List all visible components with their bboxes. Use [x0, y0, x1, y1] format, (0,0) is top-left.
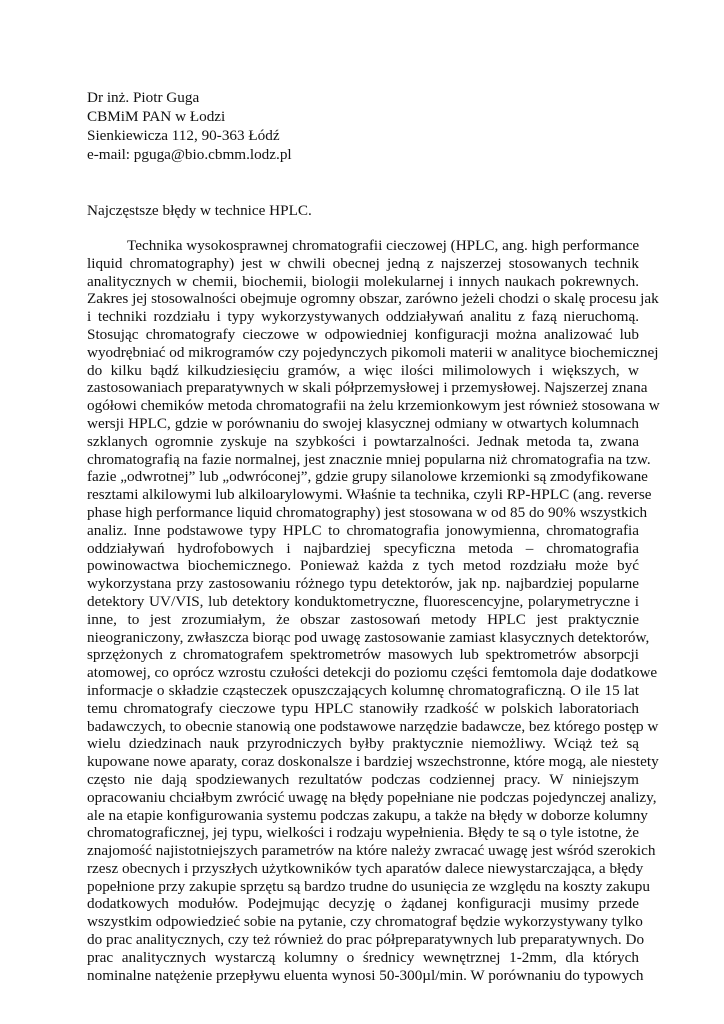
body-line: powinowactwa biochemicznego. Ponieważ każda z tych metod rozdziału może być — [87, 557, 639, 575]
body-line: nominalne natężenie przepływu eluenta wynosi 50-300µl/min. W porównaniu do typowych — [87, 966, 644, 984]
author-email: e-mail: pguga@bio.cbmm.lodz.pl — [87, 146, 292, 163]
body-line: do kilku bądź kilkudziesięciu gramów, a więc ilości milimolowych i większych, w — [87, 361, 639, 379]
body-paragraph — [87, 237, 660, 984]
author-name: Dr inż. Piotr Guga — [87, 89, 200, 106]
body-line: zastosowaniach preparatywnych w skali półprzemysłowej i przemysłowej. Najszerzej znana — [87, 379, 648, 397]
body-line: kupowane nowe aparaty, coraz doskonalsze i bardziej wszechstronne, które mogą, ale niestety — [87, 753, 659, 771]
body-line: sprzężonych z chromatografem spektrometrów masowych lub spektrometrów absorpcji — [87, 646, 639, 664]
author-header — [87, 88, 639, 164]
body-line: liquid chromatography) jest w chwili obecnej jedną z najszerzej stosowanych technik — [87, 254, 639, 272]
body-line: chromatografią na fazie normalnej, jest znacznie mniej popularna niż chromatografia na tzw. — [87, 450, 651, 468]
body-line: popełnione przy zakupie sprzętu są bardzo trudne do usunięcia ze względu na koszty zakupu — [87, 877, 650, 895]
body-line: Stosując chromatografy cieczowe w odpowiedniej konfiguracji można analizować lub — [87, 325, 639, 343]
body-line: analiz. Inne podstawowe typy HPLC to chromatografia jonowymienna, chromatografia — [87, 521, 639, 539]
body-line: phase high performance liquid chromatography) jest stosowana w od 85 do 90% wszystkich — [87, 503, 648, 521]
body-line: wersji HPLC, gdzie w porównaniu do swojej klasycznej odmiany w otwartych kolumnach — [87, 414, 639, 432]
body-line: Technika wysokosprawnej chromatografii cieczowej (HPLC, ang. high performance — [127, 237, 640, 254]
body-line: temu chromatografy cieczowe typu HPLC stanowiły rzadkość w polskich laboratoriach — [87, 699, 639, 717]
body-line: badawczych, to obecnie stanowią one podstawowe narzędzie badawcze, bez którego postęp w — [87, 717, 659, 735]
body-line: ogółowi chemików metoda chromatografii na żelu krzemionkowym jest również stosowana w — [87, 397, 660, 415]
body-line: szklanych ogromnie zyskuje na szybkości i powtarzalności. Jednak metoda ta, zwana — [87, 432, 639, 450]
body-line: Zakres jej stosowalności obejmuje ogromny obszar, zarówno jeżeli chodzi o skalę procesu jak — [87, 290, 659, 308]
body-line: wielu dziedzinach nauk przyrodniczych byłby praktycznie niemożliwy. Wciąż też są — [87, 735, 639, 753]
body-line: detektory UV/VIS, lub detektory konduktometryczne, fluorescencyjne, polarymetryczne i — [87, 592, 639, 610]
body-line: oddziaływań hydrofobowych i najbardziej specyficzna metoda – chromatografia — [87, 539, 639, 557]
body-line: znajomość najistotniejszych parametrów na które należy zwracać uwagę jest wśród szerokich — [87, 842, 656, 860]
body-line: inne, to jest zrozumiałym, że obszar zastosowań metody HPLC jest praktycznie — [87, 610, 639, 628]
body-line: i techniki rozdziału i typy wykorzystywanych oddziaływań analitu z fazą nieruchomą. — [87, 308, 639, 326]
body-line: atomowej, co oprócz wzrostu czułości detekcji do poziomu części femtomola daje dodatkowe — [87, 664, 658, 682]
body-line: chromatograficznej, jej typu, wielkości i rodzaju wypełnienia. Błędy te są o tyle istotne, że — [87, 824, 639, 842]
body-line: dodatkowych modułów. Podejmując decyzję o żądanej konfiguracji musimy przede — [87, 895, 639, 913]
document-page — [87, 88, 660, 984]
author-address: Sienkiewicza 112, 90-363 Łódź — [87, 127, 280, 144]
body-line: ale na etapie konfigurowania systemu podczas zakupu, a także na błędy w doborze kolumny — [87, 806, 648, 824]
body-line: analitycznych w chemii, biochemii, biologii molekularnej i innych naukach pokrewnych. — [87, 272, 639, 290]
body-line: informacje o składzie cząsteczek opuszczających kolumnę chromatograficzną. O ile 15 lat — [87, 681, 639, 699]
body-line: nieograniczony, zwłaszcza biorąc pod uwagę zastosowanie zamiast klasycznych detektorów, — [87, 628, 650, 646]
body-line: do prac analitycznych, czy też również do prac półpreparatywnych lub preparatywnych. Do — [87, 931, 645, 949]
document-title: Najczęstsze błędy w technice HPLC. — [87, 202, 312, 219]
body-line: wykorzystana przy zastosowaniu różnego typu detektorów, jak np. najbardziej popularne — [87, 575, 639, 593]
body-line: opracowaniu chciałbym zwrócić uwagę na błędy popełniane nie podczas pojedynczej analizy, — [87, 788, 657, 806]
author-institution: CBMiM PAN w Łodzi — [87, 108, 226, 125]
body-line: często nie dają spodziewanych rezultatów podczas codziennej pracy. W niniejszym — [87, 770, 639, 788]
body-line: resztami alkilowymi lub alkiloarylowymi. Właśnie ta technika, czyli RP-HPLC (ang. reverse — [87, 486, 652, 504]
body-line: rzesz obecnych i przyszłych użytkowników tych aparatów dalece niewystarczająca, a błędy — [87, 859, 644, 877]
body-line: fazie „odwrotnej” lub „odwróconej”, gdzie grupy silanolowe krzemionki są zmodyfikowane — [87, 468, 648, 486]
body-line: prac analitycznych wystarczą kolumny o średnicy wewnętrznej 1-2mm, dla których — [87, 948, 639, 966]
body-line: wyodrębniać od mikrogramów czy pojedynczych pikomoli materii w analityce biochemicznej — [87, 343, 659, 361]
body-line: wszystkim odpowiedzieć sobie na pytanie, czy chromatograf będzie wykorzystywany tylko — [87, 913, 643, 931]
